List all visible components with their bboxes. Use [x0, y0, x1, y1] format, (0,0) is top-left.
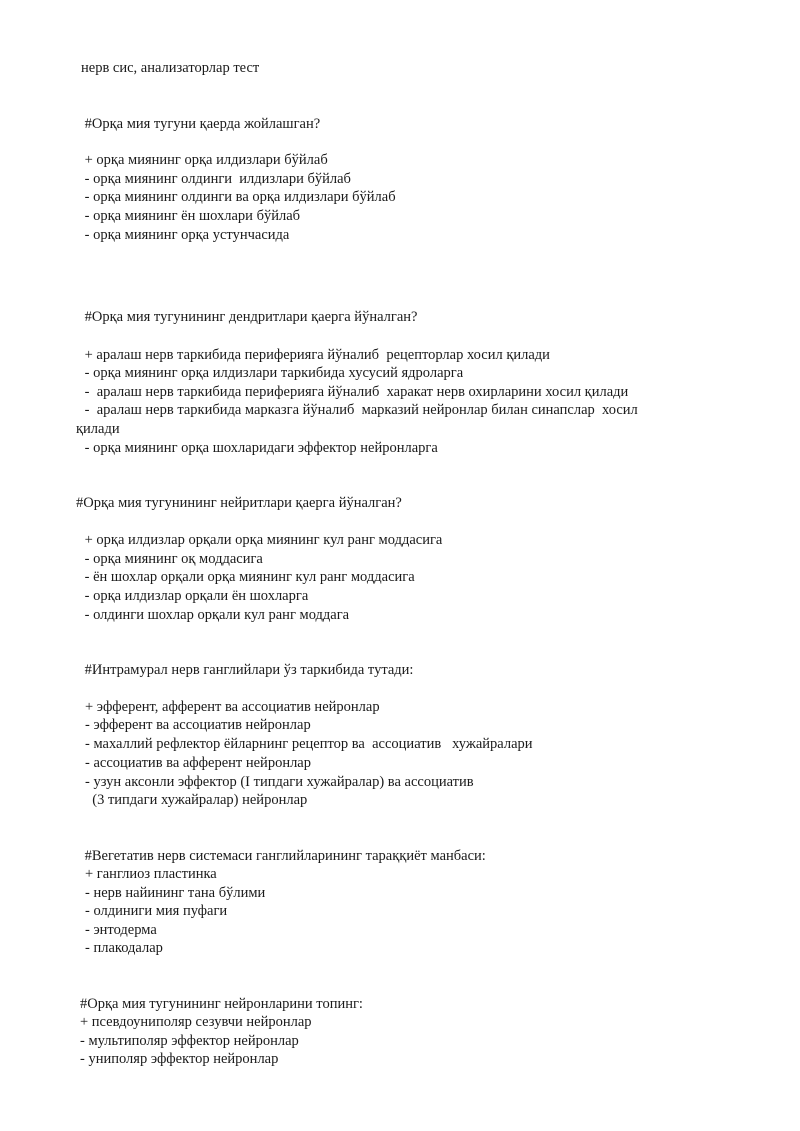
- answer-option: + орқа миянинг орқа илдизлари бўйлаб: [81, 152, 328, 168]
- answer-option: + ганглиоз пластинка: [85, 866, 217, 882]
- answer-option: - аралаш нерв таркибида марказга йўналиб марказий нейронлар билан синапслар хосил: [81, 402, 638, 418]
- answer-option: - орқа миянинг ён шохлари бўйлаб: [81, 208, 301, 224]
- question-3: #Орқа мия тугунининг нейритлари қаерга йўналган?: [76, 495, 402, 511]
- answer-option: + эфферент, афферент ва ассоциатив нейронлар: [85, 699, 380, 715]
- question-4: #Интрамурал нерв ганглийлари ўз таркибида тутади:: [81, 662, 414, 678]
- question-2: #Орқа мия тугунининг дендритлари қаерга йўналган?: [81, 309, 418, 325]
- answer-option: - орқа миянинг орқа илдизлари таркибида хусусий ядроларга: [81, 365, 464, 381]
- answer-option: + псевдоуниполяр сезувчи нейронлар: [80, 1014, 312, 1030]
- answer-option: - энтодерма: [85, 922, 157, 938]
- answer-option: - мультиполяр эффектор нейронлар: [80, 1033, 299, 1049]
- answer-option: - орқа миянинг орқа устунчасида: [81, 227, 290, 243]
- question-5: #Вегетатив нерв системаси ганглийларининг тараққиёт манбаси:: [81, 848, 486, 864]
- answer-option: - орқа миянинг олдинги илдизлари бўйлаб: [81, 171, 351, 187]
- answer-option: - узун аксонли эффектор (I типдаги хужайралар) ва ассоциатив: [85, 774, 474, 790]
- answer-option: - униполяр эффектор нейронлар: [80, 1051, 279, 1067]
- answer-option: - орқа миянинг олдинги ва орқа илдизлари бўйлаб: [81, 189, 396, 205]
- answer-option: - ён шохлар орқали орқа миянинг кул ранг моддасига: [81, 569, 415, 585]
- document-title: нерв сис, анализаторлар тест: [81, 60, 260, 76]
- answer-option: + орқа илдизлар орқали орқа миянинг кул ранг моддасига: [81, 532, 443, 548]
- answer-option: - махаллий рефлектор ёйларнинг рецептор ва ассоциатив хужайралари: [85, 736, 533, 752]
- answer-option-continuation: қилади: [76, 421, 120, 437]
- answer-option: - орқа миянинг орқа шохларидаги эффектор нейронларга: [81, 440, 438, 456]
- answer-option: - олдиниги мия пуфаги: [85, 903, 228, 919]
- answer-option: + аралаш нерв таркибида периферияга йўналиб рецепторлар хосил қилади: [81, 347, 550, 363]
- answer-option: - ассоциатив ва афферент нейронлар: [85, 755, 311, 771]
- answer-option: - олдинги шохлар орқали кул ранг моддага: [81, 607, 350, 623]
- answer-option: - эфферент ва ассоциатив нейронлар: [85, 717, 311, 733]
- answer-option: - орқа илдизлар орқали ён шохларга: [81, 588, 309, 604]
- question-6: #Орқа мия тугунининг нейронларини топинг:: [80, 996, 363, 1012]
- answer-option: - аралаш нерв таркибида периферияга йўналиб харакат нерв охирларини хосил қилади: [81, 384, 629, 400]
- answer-option-continuation: (3 типдаги хужайралар) нейронлар: [85, 792, 308, 808]
- question-1: #Орқа мия тугуни қаерда жойлашган?: [81, 116, 321, 132]
- answer-option: - орқа миянинг оқ моддасига: [81, 551, 263, 567]
- answer-option: - нерв найининг тана бўлими: [85, 885, 266, 901]
- answer-option: - плакодалар: [85, 940, 163, 956]
